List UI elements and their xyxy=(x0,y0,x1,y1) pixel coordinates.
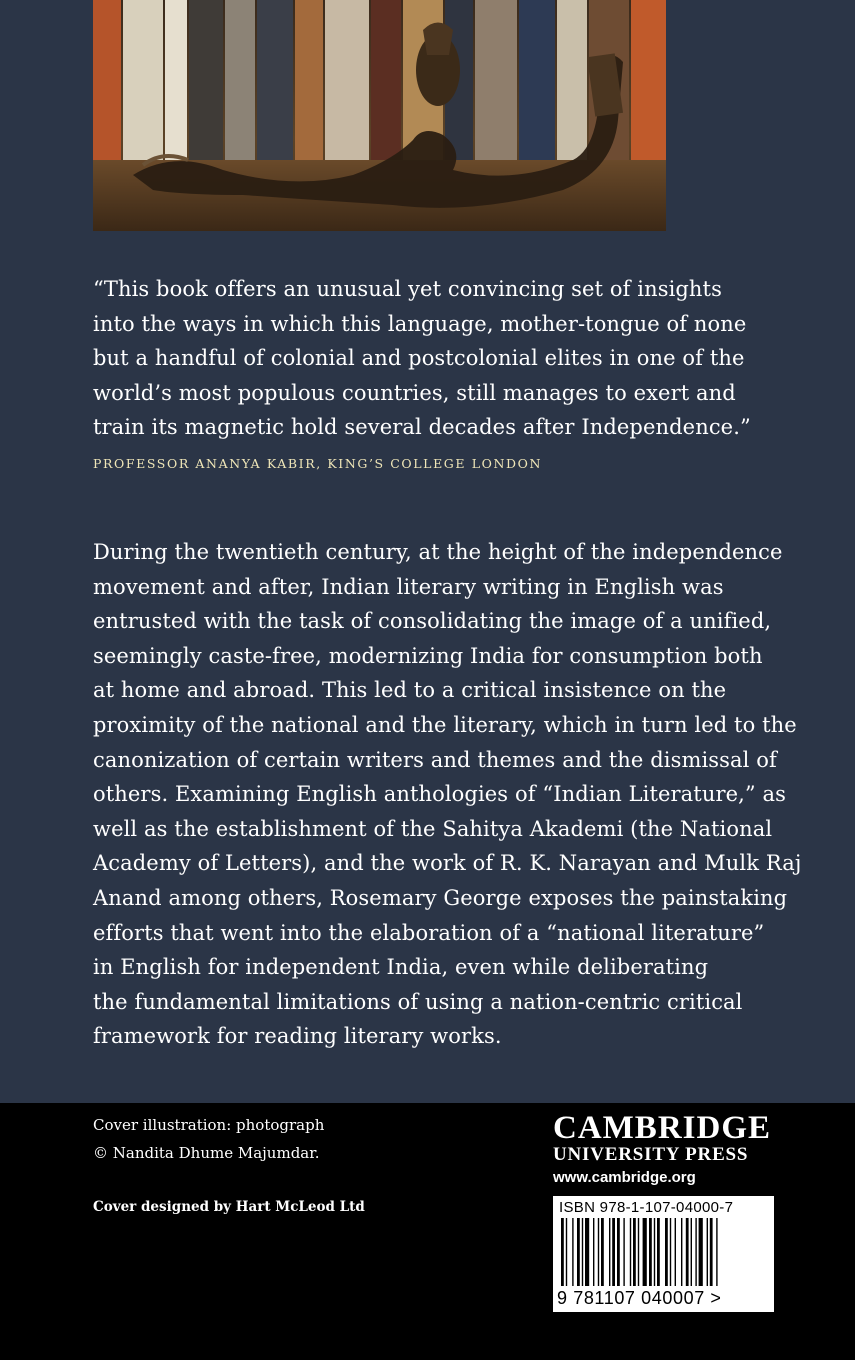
cover-designer-credit: Cover designed by Hart McLeod Ltd xyxy=(93,1199,365,1215)
publisher-name: CAMBRIDGE xyxy=(553,1110,772,1146)
description-line: proximity of the national and the literary, which in turn led to the xyxy=(93,712,797,737)
description-line: well as the establishment of the Sahitya Akademi (the National xyxy=(93,816,773,841)
description-line: During the twentieth century, at the height of the independence xyxy=(93,540,783,564)
description-line: the fundamental limitations of using a nation-centric critical xyxy=(93,989,743,1014)
publisher-url: www.cambridge.org xyxy=(553,1169,696,1186)
book-description xyxy=(93,535,802,1054)
isbn-label: ISBN 978-1-107-04000-7 xyxy=(559,1199,734,1216)
description-line: in English for independent India, even while deliberating xyxy=(93,955,709,980)
publisher-subtitle: UNIVERSITY PRESS xyxy=(553,1144,749,1165)
description-line: canonization of certain writers and themes and the dismissal of xyxy=(93,747,777,772)
cover-credit-copyright: © Nandita Dhume Majumdar. xyxy=(93,1144,320,1162)
description-line: movement and after, Indian literary writing in English was xyxy=(93,574,724,599)
quote-line: into the ways in which this language, mother-tongue of none xyxy=(93,311,747,336)
cover-photo xyxy=(93,0,666,231)
barcode-box xyxy=(553,1196,774,1312)
quote-line: train its magnetic hold several decades after Independence.” xyxy=(93,415,751,439)
description-line: Anand among others, Rosemary George exposes the painstaking xyxy=(93,885,788,910)
description-line: others. Examining English anthologies of “Indian Literature,” as xyxy=(93,782,786,807)
quote-line: world’s most populous countries, still manages to exert and xyxy=(93,380,736,405)
footer-band xyxy=(0,1103,855,1360)
description-line: seemingly caste-free, modernizing India for consumption both xyxy=(93,643,763,668)
description-line: efforts that went into the elaboration of a “national literature” xyxy=(93,920,765,945)
publisher-logo xyxy=(553,1111,778,1186)
bronze-figure-illustration xyxy=(93,0,666,231)
endorsement-quote xyxy=(93,272,751,445)
quote-line: but a handful of colonial and postcolonial elites in one of the xyxy=(93,346,745,370)
cover-credit-line: Cover illustration: photograph xyxy=(93,1116,325,1134)
barcode-digits: 9 781107 040007 > xyxy=(557,1288,722,1308)
quote-line: “This book offers an unusual yet convincing set of insights xyxy=(93,277,722,301)
barcode-icon xyxy=(561,1218,766,1288)
quote-attribution: PROFESSOR ANANYA KABIR, KING’S COLLEGE LONDON xyxy=(93,456,542,471)
description-line: framework for reading literary works. xyxy=(93,1024,502,1049)
description-line: entrusted with the task of consolidating the image of a unified, xyxy=(93,609,772,634)
description-line: at home and abroad. This led to a critical insistence on the xyxy=(93,678,727,703)
description-line: Academy of Letters), and the work of R. K. Narayan and Mulk Raj xyxy=(93,851,802,876)
